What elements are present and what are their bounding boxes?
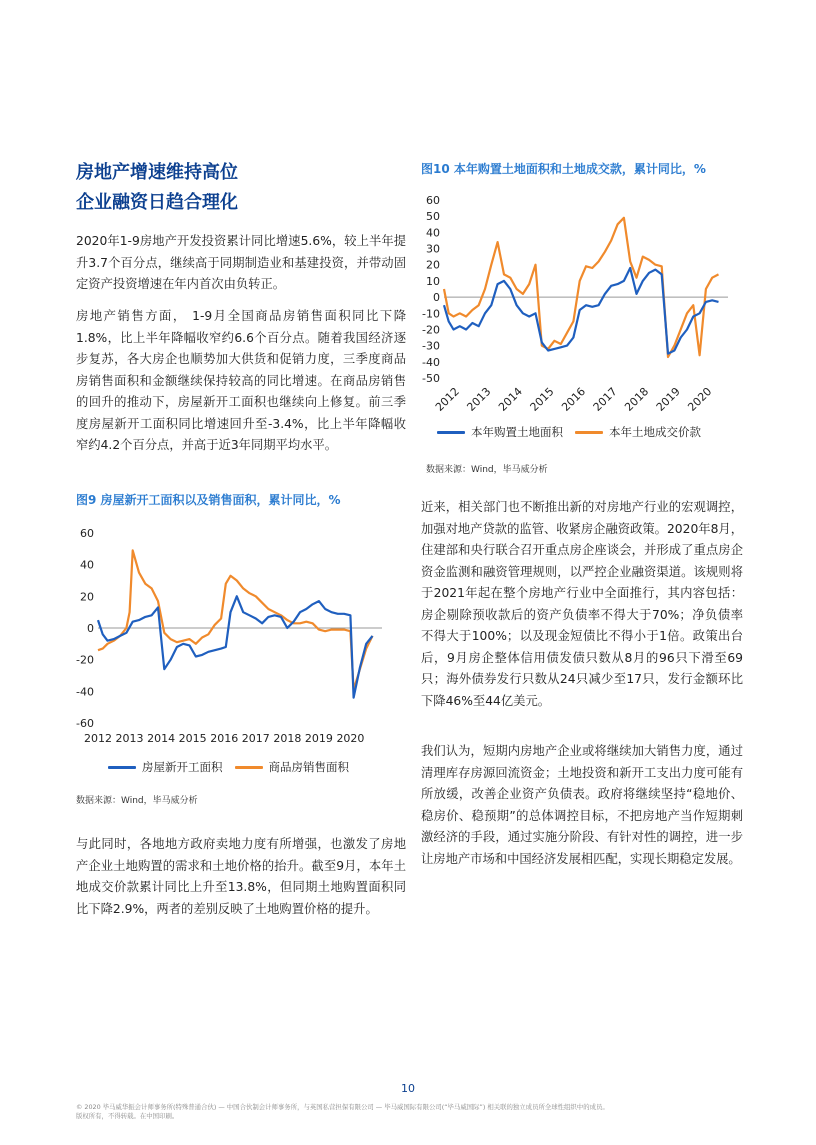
fig9-legend-swatch-1 [108, 766, 136, 769]
left-paragraph-2: 房地产销售方面， 1-9月全国商品房销售面积同比下降1.8%，比上半年降幅收窄约6.6个百分点。随着我国经济逐步复苏，各大房企也顺势加大供货和促销力度，三季度商品房销售面积和金额继续保持较高的同比增速。在商品房销售的回升的推动下，房屋新开工面积也继续向上修复。前三季度房屋新开工面积同比增速回升至-3.4%，比上半年降幅收窄约4.2个百分点，并高于近3年同期平均水平。 [76, 309, 406, 452]
fig10-y-tick-7: -10 [422, 307, 440, 321]
fig9-y-tick-4: -20 [76, 653, 94, 667]
fig10-x-tick-4: 2016 [559, 384, 589, 414]
fig9-legend-item-1 [108, 759, 223, 775]
fig9-y-tick-0: 60 [80, 527, 94, 540]
fig10-legend-label-2: 本年土地成交价款 [609, 425, 701, 439]
fig10-x-tick-1: 2013 [464, 384, 494, 414]
fig10-series-2-line [444, 218, 719, 357]
fig9-y-tick-1: 40 [80, 558, 94, 572]
fig10-y-tick-6: 0 [433, 291, 440, 305]
fig10-x-tick-7: 2019 [653, 384, 683, 414]
fig10-x-tick-0: 2012 [432, 384, 462, 414]
fig10-legend-swatch-2 [575, 431, 603, 434]
fig9-x-tick-7: 2019 [304, 732, 333, 745]
fig10-source: 数据来源：Wind，毕马威分析 [426, 465, 548, 475]
fig9-x-tick-1: 2013 [115, 732, 144, 745]
fig10-legend-item-2 [575, 424, 701, 440]
fig10-y-tick-9: -30 [422, 339, 440, 353]
fig10-chart [410, 190, 740, 415]
section-title-line1: 房地产增速维持高位 [76, 162, 238, 183]
left-paragraph-1: 2020年1-9房地产开发投资累计同比增速5.6%，较上半年提升3.7个百分点，继续高于同期制造业和基建投资，并带动固定资产投资增速在年内首次由负转正。 [76, 234, 406, 291]
fig10-y-tick-0: 60 [426, 194, 440, 207]
page-number: 10 [401, 1082, 415, 1095]
fig9-legend [108, 759, 349, 775]
section-title [76, 158, 406, 218]
fig9-x-tick-4: 2016 [210, 732, 239, 745]
fig10-x-tick-5: 2017 [590, 384, 620, 414]
fig9-source: 数据来源：Wind，毕马威分析 [76, 796, 198, 806]
fig10-y-tick-5: 10 [426, 274, 440, 288]
left-paragraph-3: 与此同时，各地地方政府卖地力度有所增强，也激发了房地产企业土地购置的需求和土地价格的抬升。截至9月，本年土地成交价款累计同比上升至13.8%，但同期土地购置面积同比下降2.9%，两者的差别反映了土地购置价格的提升。 [76, 837, 406, 916]
fig9-x-tick-3: 2015 [178, 732, 207, 745]
fig10-y-tick-10: -40 [422, 355, 440, 369]
fig9-x-tick-0: 2012 [84, 732, 112, 745]
fig9-series-1-line [98, 596, 373, 697]
fig10-y-tick-8: -20 [422, 323, 440, 337]
right-paragraph-2: 我们认为，短期内房地产企业或将继续加大销售力度，通过清理库存房源回流资金；土地投资和新开工支出力度可能有所放缓，改善企业资产负债表。政府将继续坚持“稳地价、稳房价、稳预期”的总体调控目标，不把房地产当作短期刺激经济的手段，通过实施分阶段、有针对性的调控，进一步让房地产市场和中国经济发展相匹配，实现长期稳定发展。 [421, 744, 743, 866]
fig10-x-tick-2: 2014 [496, 384, 526, 414]
fig9-legend-item-2 [235, 759, 350, 775]
fig10-title: 图10 本年购置土地面积和土地成交款，累计同比，% [421, 162, 706, 176]
fig9-y-tick-2: 20 [80, 590, 94, 604]
fig10-y-tick-4: 20 [426, 258, 440, 272]
fig9-title: 图9 房屋新开工面积以及销售面积，累计同比，% [76, 493, 341, 507]
fig9-x-tick-8: 2020 [336, 732, 365, 745]
fig10-y-tick-2: 40 [426, 226, 440, 240]
fig10-y-tick-1: 50 [426, 210, 440, 224]
fig9-x-tick-2: 2014 [147, 732, 176, 745]
fig9-y-tick-3: 0 [87, 622, 94, 635]
fig10-x-tick-3: 2015 [527, 384, 557, 414]
footer-copyright: © 2020 毕马威华振会计师事务所(特殊普通合伙) — 中国合伙制会计师事务所，与英国私营担保有限公司 — 毕马威国际有限公司(“毕马威国际”) 相关联的独立成员所全球性组织中的成员。 [76, 1103, 609, 1111]
right-paragraph-1: 近来，相关部门也不断推出新的对房地产行业的宏观调控，加强对地产贷款的监管、收紧房企融资政策。2020年8月，住建部和央行联合召开重点房企座谈会，并形成了重点房企资金监测和融资管理规则，以严控企业融资渠道。该规则将于2021年起在整个房地产行业中全面推行，其内容包括：房企剔除预收款后的资产负债率不得大于70%；净负债率不得大于100%；以及现金短债比不得小于1倍。政策出台后，9月房企整体信用债发债只数从8月的96只下滑至69只；海外债券发行只数从24只减少至17只，发行金额环比下降46%至44亿美元。 [421, 500, 743, 708]
fig10-x-tick-8: 2020 [685, 384, 715, 414]
footer [76, 1103, 776, 1121]
section-title-line2: 企业融资日趋合理化 [76, 192, 238, 213]
fig10-legend [437, 424, 701, 440]
fig9-x-tick-5: 2017 [241, 732, 270, 745]
fig10-legend-swatch-1 [437, 431, 465, 434]
footer-rights: 版权所有，不得转载。在中国印刷。 [76, 1112, 179, 1120]
fig9-x-tick-6: 2018 [273, 732, 302, 745]
fig10-y-tick-3: 30 [426, 242, 440, 256]
fig9-y-tick-6: -60 [76, 717, 94, 730]
fig9-legend-label-2: 商品房销售面积 [268, 760, 349, 774]
fig9-chart [76, 520, 396, 750]
fig9-legend-label-1: 房屋新开工面积 [142, 760, 223, 774]
fig9-legend-swatch-2 [235, 766, 263, 769]
fig10-y-tick-11: -50 [422, 372, 440, 385]
fig10-legend-label-1: 本年购置土地面积 [471, 425, 563, 439]
fig10-legend-item-1 [437, 424, 563, 440]
fig9-y-tick-5: -40 [76, 685, 94, 699]
fig10-x-tick-6: 2018 [622, 384, 652, 414]
